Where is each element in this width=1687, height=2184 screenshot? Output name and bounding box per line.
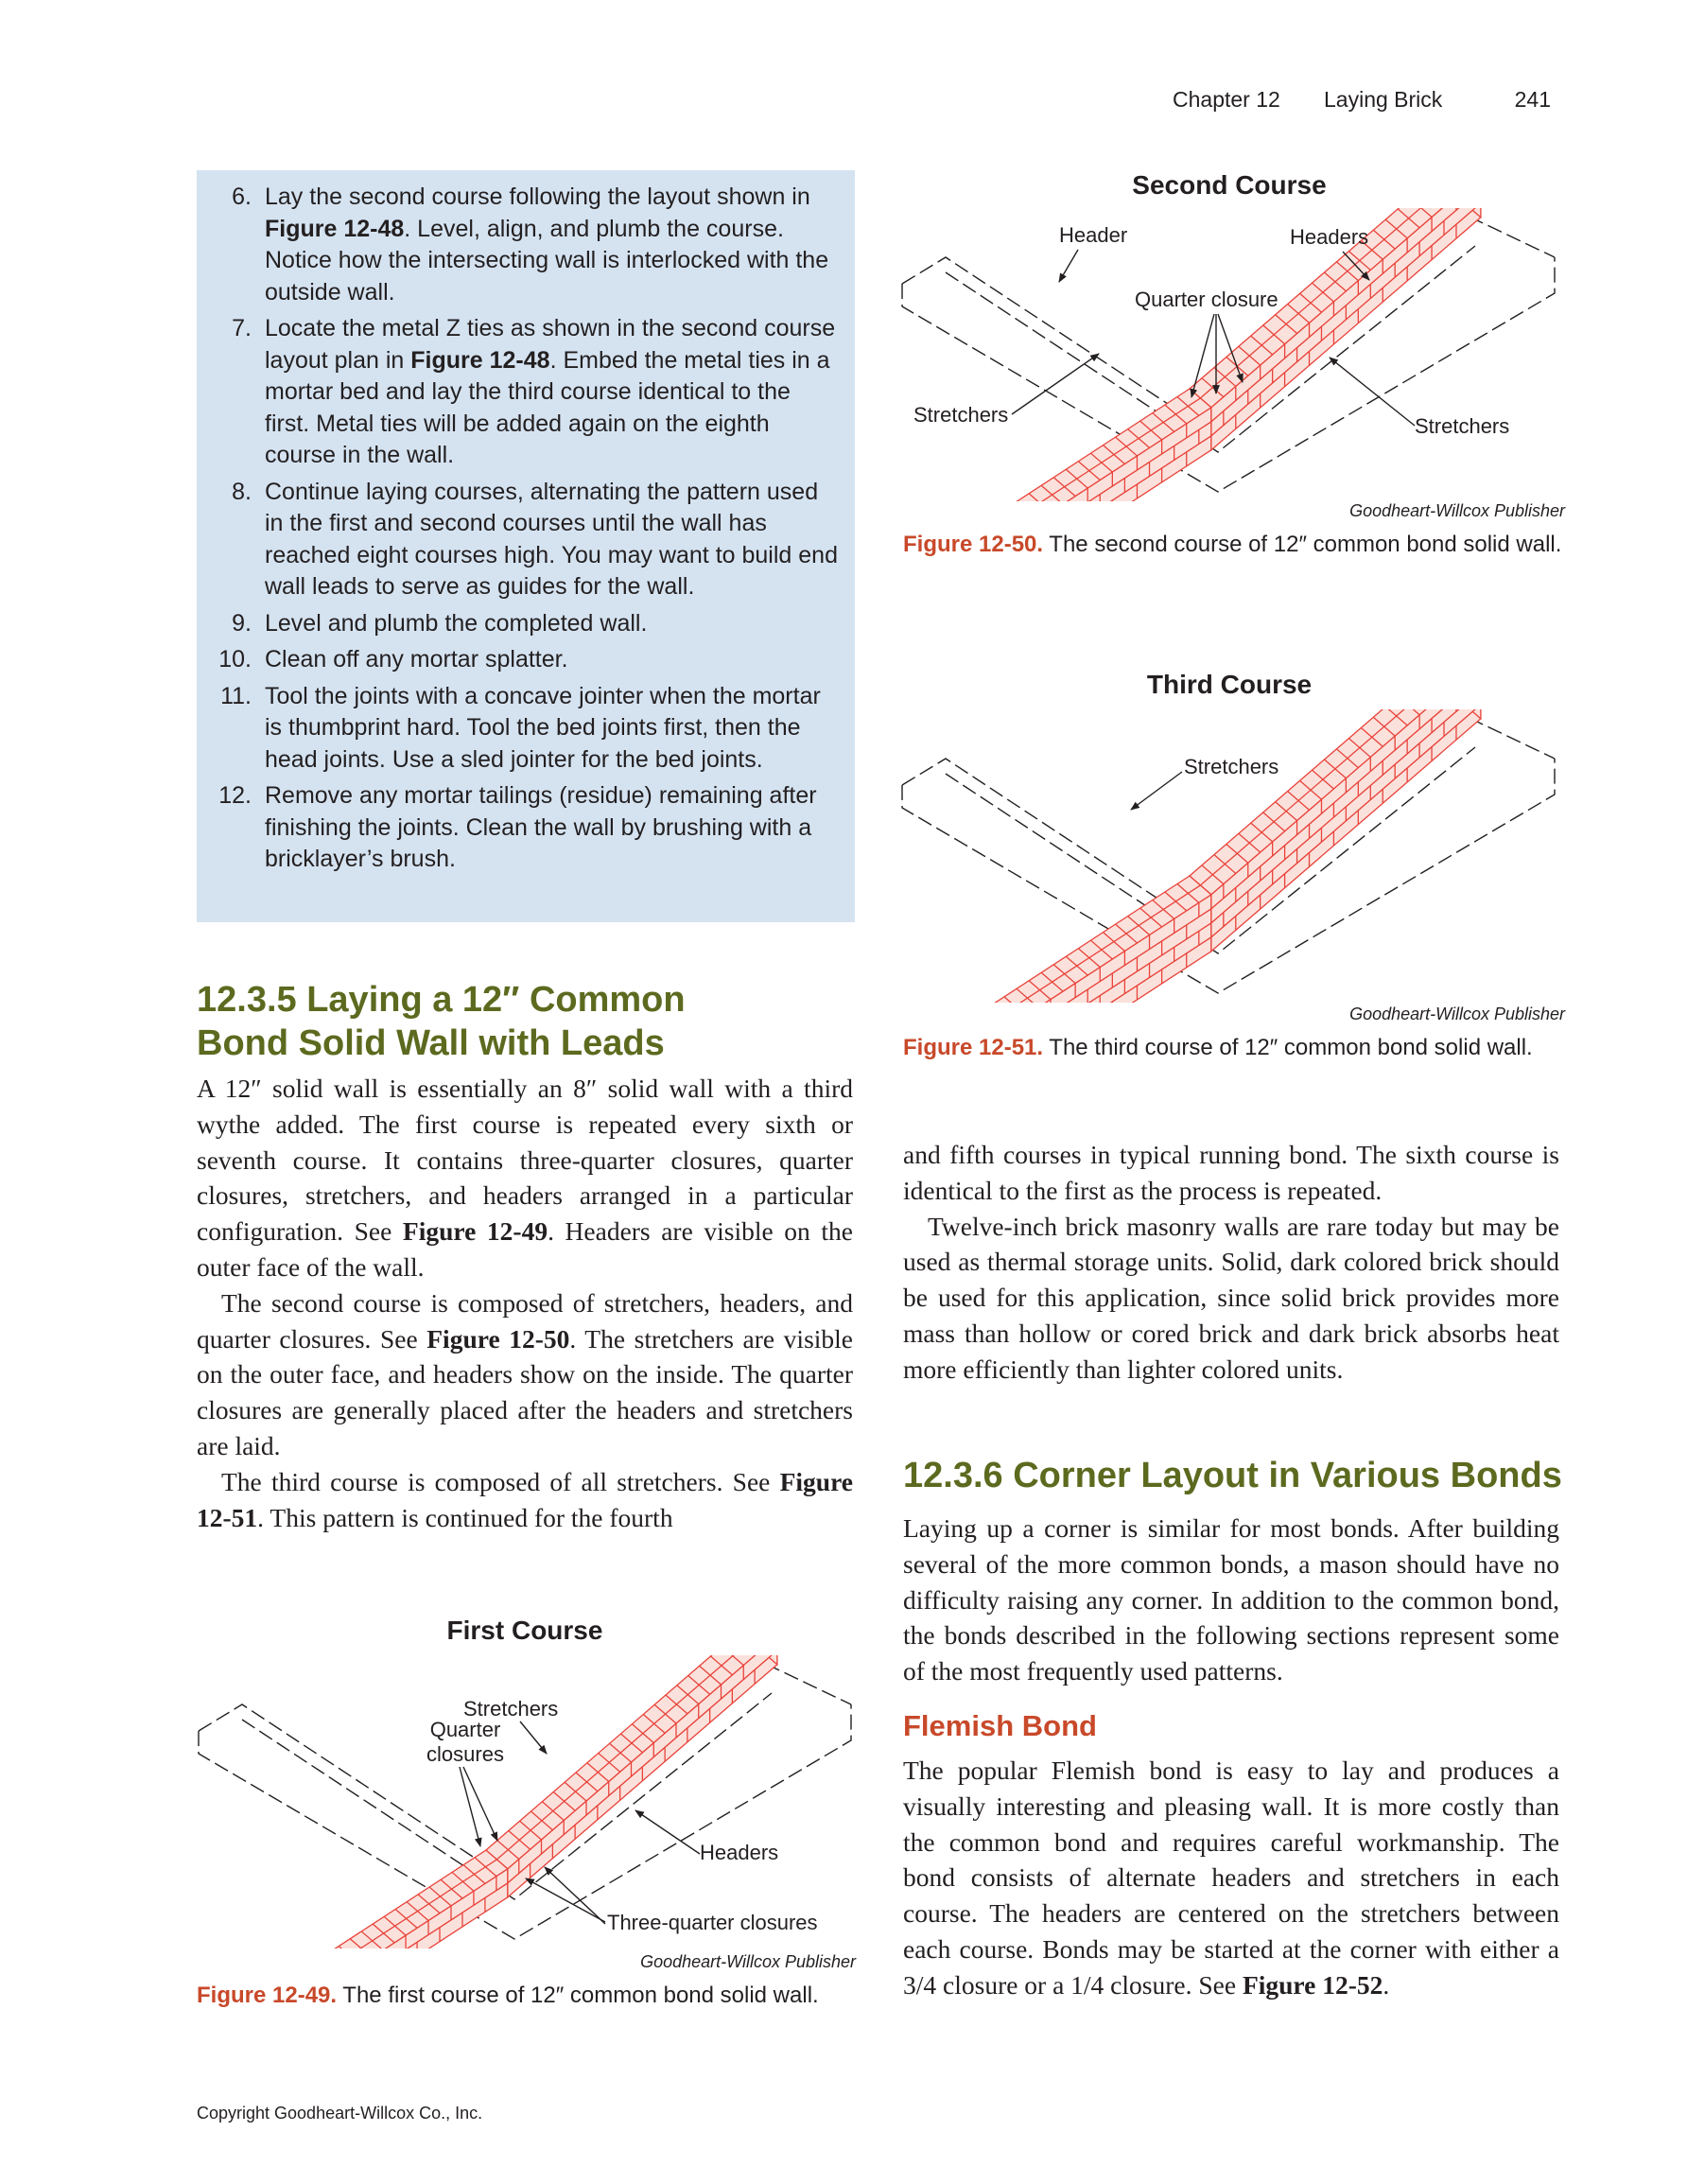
- text-run: The second course is composed of stretchers, headers, and quarter closures. See: [197, 1287, 853, 1354]
- figure-12-51-title: Third Course: [1146, 670, 1313, 699]
- text-run: Tool the joints with a concave jointer when the mortar is thumbprint hard. Tool the bed joints first, then the head joints. Use a sled jointer for the bed joints.: [265, 682, 821, 773]
- text-run: Twelve-inch brick masonry walls are rare today but may be used as thermal storage units. Solid, dark colored brick should be used for this application, since solid brick provides more mass than hollow or cored brick and dark brick absorbs heat more efficiently than lighter colored units.: [903, 1211, 1559, 1384]
- procedure-steps-box: [197, 170, 855, 922]
- callout-three-quarter-closures: Three-quarter closures: [607, 1911, 818, 1934]
- procedure-step: [197, 182, 855, 308]
- text-run: . Level, align, and plumb the course. Notice how the intersecting wall is interlocked with the outside wall.: [265, 215, 829, 306]
- figure-12-51-drawing: [889, 709, 1570, 1003]
- figure-reference: Figure 12-51: [197, 1466, 853, 1532]
- callout-quarter-closure: Quarter closure: [1135, 288, 1278, 311]
- figure-12-50-title: Second Course: [1132, 170, 1327, 200]
- text-run: . Headers are visible on the outer face of the wall.: [197, 1216, 853, 1282]
- text-run: Laying up a corner is similar for most bonds. After building several of the more common bonds, a mason should have no difficulty raising any corner. In addition to the common bond, the bonds described in the following sections represent some of the most frequently used patterns.: [903, 1513, 1559, 1686]
- procedure-step: [197, 644, 855, 676]
- paragraph: [197, 1071, 853, 1285]
- callout-headers: Headers: [1290, 225, 1369, 249]
- paragraph: [903, 1209, 1559, 1388]
- figure-12-51-credit: Goodheart-Willcox Publisher: [1349, 1005, 1565, 1023]
- step-number: 7.: [232, 315, 252, 341]
- section-12-3-5-body: [197, 1071, 853, 1535]
- section-heading-12-3-5: [197, 978, 859, 1065]
- figure-reference: Figure 12-48: [265, 215, 405, 242]
- figure-reference: Figure 12-50: [426, 1323, 570, 1354]
- figure-12-49-caption-text: The first course of 12″ common bond solid wall.: [342, 1983, 819, 2008]
- procedure-step: [197, 608, 855, 640]
- callout-stretchers: Stretchers: [463, 1697, 559, 1721]
- callout-stretchers-right: Stretchers: [1415, 414, 1510, 438]
- procedure-step: [197, 681, 855, 777]
- step-number: 9.: [232, 609, 252, 637]
- text-run: .: [1383, 1969, 1390, 2000]
- text-run: and fifth courses in typical running bond. The sixth course is identical to the first as the process is repeated.: [903, 1140, 1559, 1205]
- figure-12-50-caption-text: The second course of 12″ common bond solid wall.: [1049, 532, 1562, 557]
- text-run: Lay the second course following the layout shown in: [265, 183, 810, 210]
- text-run: Locate the metal Z ties as shown in the second course layout plan in: [265, 315, 836, 374]
- text-run: . The stretchers are visible on the outer face, and headers show on the inside. The quarter closures are generally placed after the headers and stretchers are laid.: [197, 1323, 854, 1460]
- step-number: 11.: [220, 682, 252, 709]
- callout-header: Header: [1059, 223, 1128, 247]
- text-run: Remove any mortar tailings (residue) remaining after finishing the joints. Clean the wall by brushing with a bricklayer’s brush.: [265, 782, 817, 872]
- chapter-label: Chapter 12: [1173, 87, 1280, 112]
- paragraph: [197, 1285, 853, 1464]
- procedure-steps-list: [197, 182, 855, 881]
- step-number: 8.: [232, 478, 252, 505]
- running-head: [1173, 81, 1551, 119]
- figure-reference: Figure 12-49: [402, 1216, 548, 1247]
- callout-stretchers-left: Stretchers: [913, 403, 1009, 427]
- procedure-step: [197, 780, 855, 876]
- flemish-bond-body: [903, 1753, 1559, 2003]
- heading-line-1: 12.3.5 Laying a 12″ Common: [197, 980, 686, 1020]
- text-run: Level and plumb the completed wall.: [265, 609, 648, 637]
- procedure-step: [197, 313, 855, 472]
- paragraph: [197, 1464, 853, 1536]
- figure-12-51-caption: [903, 1033, 1565, 1063]
- figure-12-49-drawing: [189, 1655, 870, 1948]
- paragraph: [903, 1753, 1559, 2003]
- callout-quarter: Quarter: [429, 1718, 501, 1741]
- page-number: 241: [1514, 87, 1551, 112]
- heading-line-2: Bond Solid Wall with Leads: [197, 1023, 665, 1063]
- paragraph: [903, 1511, 1559, 1689]
- step-number: 10.: [218, 646, 252, 673]
- callout-closures: closures: [426, 1742, 504, 1766]
- step-number: 6.: [232, 183, 252, 210]
- figure-12-49-label: Figure 12-49.: [197, 1983, 338, 2008]
- text-run: Continue laying courses, alternating the pattern used in the first and second courses until the wall has reached eight courses high. You may want to build end wall leads to serve as guides for the wall.: [265, 478, 838, 600]
- text-run: A 12″ solid wall is essentially an 8″ solid wall with a third wythe added. The first course is repeated every sixth or seventh course. It contains three-quarter closures, quarter closures, stretchers, and headers arranged in a particular configuration. See: [197, 1074, 853, 1247]
- text-run: Clean off any mortar splatter.: [265, 646, 568, 673]
- step-number: 12.: [218, 782, 252, 809]
- section-12-3-6-body: [903, 1511, 1559, 1689]
- chapter-title: Laying Brick: [1324, 87, 1443, 112]
- text-run: The third course is composed of all stretchers. See: [221, 1466, 780, 1496]
- paragraph: [903, 1137, 1559, 1209]
- section-12-3-5-continuation: [903, 1137, 1559, 1388]
- figure-12-49-caption: [197, 1981, 849, 2011]
- figure-reference: Figure 12-48: [410, 346, 550, 374]
- figure-12-50-credit: Goodheart-Willcox Publisher: [1349, 501, 1565, 520]
- figure-12-49-credit: Goodheart-Willcox Publisher: [640, 1952, 856, 1971]
- figure-12-49-title: First Course: [446, 1616, 603, 1645]
- copyright-footer: Copyright Goodheart-Willcox Co., Inc.: [197, 2104, 483, 2123]
- callout-headers: Headers: [700, 1841, 779, 1864]
- figure-reference: Figure 12-52: [1242, 1969, 1383, 2000]
- callout-stretchers: Stretchers: [1184, 755, 1279, 778]
- text-run: . This pattern is continued for the fourth: [257, 1502, 673, 1532]
- procedure-step: [197, 477, 855, 603]
- text-run: . Embed the metal ties in a mortar bed and lay the third course identical to the first. Metal ties will be added again on the eighth course in the wall.: [265, 346, 830, 468]
- section-heading-12-3-6: 12.3.6 Corner Layout in Various Bonds: [903, 1456, 1562, 1495]
- figure-12-51-label: Figure 12-51.: [903, 1035, 1044, 1060]
- text-run: The popular Flemish bond is easy to lay and produces a visually interesting and pleasing wall. It is more costly than the common bond and requires careful workmanship. The bond consists of alternate headers and stretchers in each course. The headers are centered on the stretchers between each course. Bonds may be started at the corner with either a 3/4 closure or a 1/4 closure. See: [903, 1756, 1559, 2000]
- figure-12-50-drawing: [889, 208, 1570, 501]
- subheading-flemish-bond: Flemish Bond: [903, 1709, 1097, 1742]
- figure-12-51-caption-text: The third course of 12″ common bond solid wall.: [1049, 1035, 1533, 1060]
- figure-12-50-label: Figure 12-50.: [903, 532, 1044, 557]
- figure-12-50-caption: [903, 530, 1565, 560]
